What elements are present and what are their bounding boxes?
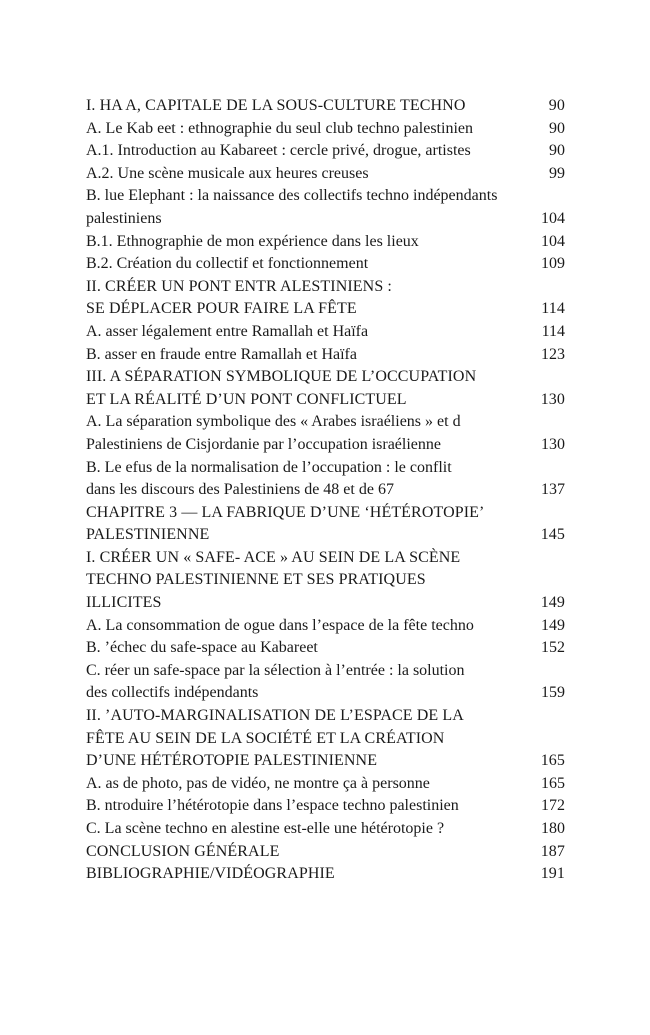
- toc-line: [86, 457, 565, 480]
- toc-line: [86, 366, 565, 389]
- toc-entry-title: B. lue Elephant : la naissance des collectifs techno indépendants: [86, 187, 498, 205]
- toc-entry-title: A. La séparation symbolique des « Arabes israéliens » et d: [86, 413, 461, 431]
- toc-entry: [86, 863, 565, 886]
- toc-entry-title: III. A SÉPARATION SYMBOLIQUE DE L’OCCUPATION: [86, 368, 477, 386]
- toc-entry: [86, 185, 565, 230]
- toc-entry-title: Palestiniens de Cisjordanie par l’occupation israélienne: [86, 435, 441, 453]
- toc-entry-title: ILLICITES: [86, 594, 162, 612]
- toc-entry: [86, 321, 565, 344]
- toc-line: [86, 592, 565, 615]
- toc-entry: [86, 253, 565, 276]
- toc-entry-title: A.2. Une scène musicale aux heures creuses: [86, 164, 369, 182]
- toc-page-number: 165: [540, 752, 565, 770]
- toc-entry: [86, 705, 565, 773]
- toc-line: [86, 298, 565, 321]
- toc-line: [86, 185, 565, 208]
- toc-page-number: 130: [540, 390, 565, 408]
- toc-page-number: 104: [541, 209, 565, 227]
- toc-entry-title: A. asser légalement entre Ramallah et Haïfa: [86, 322, 369, 340]
- toc-line: [86, 276, 565, 299]
- toc-line: [86, 773, 565, 796]
- toc-page-number: 90: [548, 97, 565, 114]
- toc-page-number: 130: [541, 435, 565, 453]
- toc-entry-title: A. La consommation de ogue dans l’espace de la fête techno: [86, 616, 474, 634]
- toc-entry: [86, 547, 565, 615]
- toc-line: [86, 795, 565, 818]
- toc-entry: [86, 637, 565, 660]
- toc-entry: [86, 163, 565, 186]
- toc-page-number: 187: [540, 842, 565, 860]
- toc-entry-title: B. asser en fraude entre Ramallah et Haïfa: [86, 345, 357, 363]
- toc-entry: [86, 841, 565, 864]
- toc-page-number: 99: [549, 164, 565, 182]
- toc-entry-title: dans les discours des Palestiniens de 48 et de 67: [86, 481, 394, 499]
- toc-entry-title: CONCLUSION GÉNÉRALE: [86, 842, 280, 860]
- toc-line: [86, 434, 565, 457]
- toc-line: [86, 95, 565, 118]
- toc-entry: [86, 231, 565, 254]
- toc-line: [86, 660, 565, 683]
- toc-entry-title: B. ’échec du safe-space au Kabareet: [86, 639, 318, 657]
- toc-entry-title: TECHNO PALESTINIENNE ET SES PRATIQUES: [86, 571, 426, 589]
- toc-entry: [86, 366, 565, 411]
- toc-entry-title: des collectifs indépendants: [86, 684, 259, 702]
- toc-line: [86, 547, 565, 570]
- toc-line: [86, 253, 565, 276]
- toc-page-number: 114: [541, 322, 565, 340]
- toc-entry: [86, 344, 565, 367]
- toc-line: [86, 208, 565, 231]
- toc-entry-title: CHAPITRE 3 — LA FABRIQUE D’UNE ‘HÉTÉROTOPIE’: [86, 503, 485, 521]
- toc-line: [86, 118, 565, 141]
- toc-page-number: 137: [541, 481, 565, 499]
- toc-entry: [86, 118, 565, 141]
- toc-entry-title: A. Le Kab eet : ethnographie du seul club techno palestinien: [86, 119, 473, 137]
- toc-page-number: 104: [541, 232, 565, 250]
- toc-line: [86, 750, 565, 773]
- toc-line: [86, 389, 565, 412]
- toc-line: [86, 841, 565, 864]
- toc-entry-title: B. Le efus de la normalisation de l’occupation : le conflit: [86, 458, 452, 476]
- toc-page-number: 165: [541, 774, 565, 792]
- toc-entry-title: A.1. Introduction au Kabareet : cercle privé, drogue, artistes: [86, 142, 471, 160]
- toc-entry-title: C. réer un safe-space par la sélection à l’entrée : la solution: [86, 661, 465, 679]
- toc-line: [86, 321, 565, 344]
- toc-entry-title: BIBLIOGRAPHIE/VIDÉOGRAPHIE: [86, 865, 335, 883]
- toc-page-number: 90: [549, 142, 565, 160]
- toc-page-number: 180: [541, 820, 565, 837]
- toc-entry-title: B. ntroduire l’hétérotopie dans l’espace techno palestinien: [86, 797, 459, 815]
- toc-line: [86, 140, 565, 163]
- toc-line: [86, 231, 565, 254]
- toc-line: [86, 728, 565, 751]
- toc-line: [86, 637, 565, 660]
- toc-entry: [86, 502, 565, 547]
- toc-entry: [86, 457, 565, 502]
- toc-entry-title: ET LA RÉALITÉ D’UN PONT CONFLICTUEL: [86, 390, 407, 408]
- toc-page-number: 159: [541, 684, 565, 702]
- toc-page-number: 149: [541, 616, 565, 634]
- toc-page-number: 149: [540, 594, 565, 612]
- toc-page-number: 191: [540, 865, 565, 883]
- toc-entry: [86, 615, 565, 638]
- toc-entry-title: SE DÉPLACER POUR FAIRE LA FÊTE: [86, 300, 357, 318]
- toc-entry: [86, 818, 565, 841]
- toc-page-number: 109: [541, 255, 565, 273]
- toc-entry-title: palestiniens: [86, 209, 162, 227]
- toc-entry-title: D’UNE HÉTÉROTOPIE PALESTINIENNE: [86, 752, 378, 770]
- toc-line: [86, 502, 565, 525]
- toc-entry: [86, 660, 565, 705]
- toc-line: [86, 615, 565, 638]
- toc-entry: [86, 95, 565, 118]
- toc-entry-title: II. ’AUTO-MARGINALISATION DE L’ESPACE DE LA: [86, 707, 464, 725]
- toc-line: [86, 411, 565, 434]
- toc-page-number: 114: [541, 300, 565, 318]
- toc-line: [86, 682, 565, 705]
- table-of-contents: [86, 95, 565, 886]
- toc-entry-title: B.1. Ethnographie de mon expérience dans les lieux: [86, 232, 419, 250]
- toc-page-number: 172: [541, 797, 565, 815]
- toc-entry-title: B.2. Création du collectif et fonctionnement: [86, 255, 369, 273]
- toc-entry: [86, 276, 565, 321]
- toc-page-number: 145: [540, 526, 565, 544]
- toc-entry-title: PALESTINIENNE: [86, 526, 210, 544]
- toc-line: [86, 818, 565, 841]
- toc-line: [86, 479, 565, 502]
- toc-line: [86, 863, 565, 886]
- toc-entry-title: I. CRÉER UN « SAFE- ACE » AU SEIN DE LA SCÈNE: [86, 548, 461, 566]
- toc-line: [86, 705, 565, 728]
- toc-page-number: 90: [549, 119, 565, 137]
- toc-entry: [86, 773, 565, 796]
- toc-page-number: 123: [541, 345, 565, 363]
- toc-entry-title: II. CRÉER UN PONT ENTR ALESTINIENS :: [86, 277, 392, 295]
- toc-line: [86, 569, 565, 592]
- toc-entry-title: FÊTE AU SEIN DE LA SOCIÉTÉ ET LA CRÉATION: [86, 729, 445, 747]
- toc-entry-title: I. HA A, CAPITALE DE LA SOUS-CULTURE TECHNO: [86, 97, 466, 114]
- toc-entry-title: C. La scène techno en alestine est-elle une hétérotopie ?: [86, 820, 445, 837]
- toc-line: [86, 344, 565, 367]
- toc-line: [86, 524, 565, 547]
- toc-page-number: 152: [541, 639, 565, 657]
- toc-entry: [86, 140, 565, 163]
- toc-line: [86, 163, 565, 186]
- toc-entry: [86, 795, 565, 818]
- toc-entry: [86, 411, 565, 456]
- toc-entry-title: A. as de photo, pas de vidéo, ne montre ça à personne: [86, 774, 430, 792]
